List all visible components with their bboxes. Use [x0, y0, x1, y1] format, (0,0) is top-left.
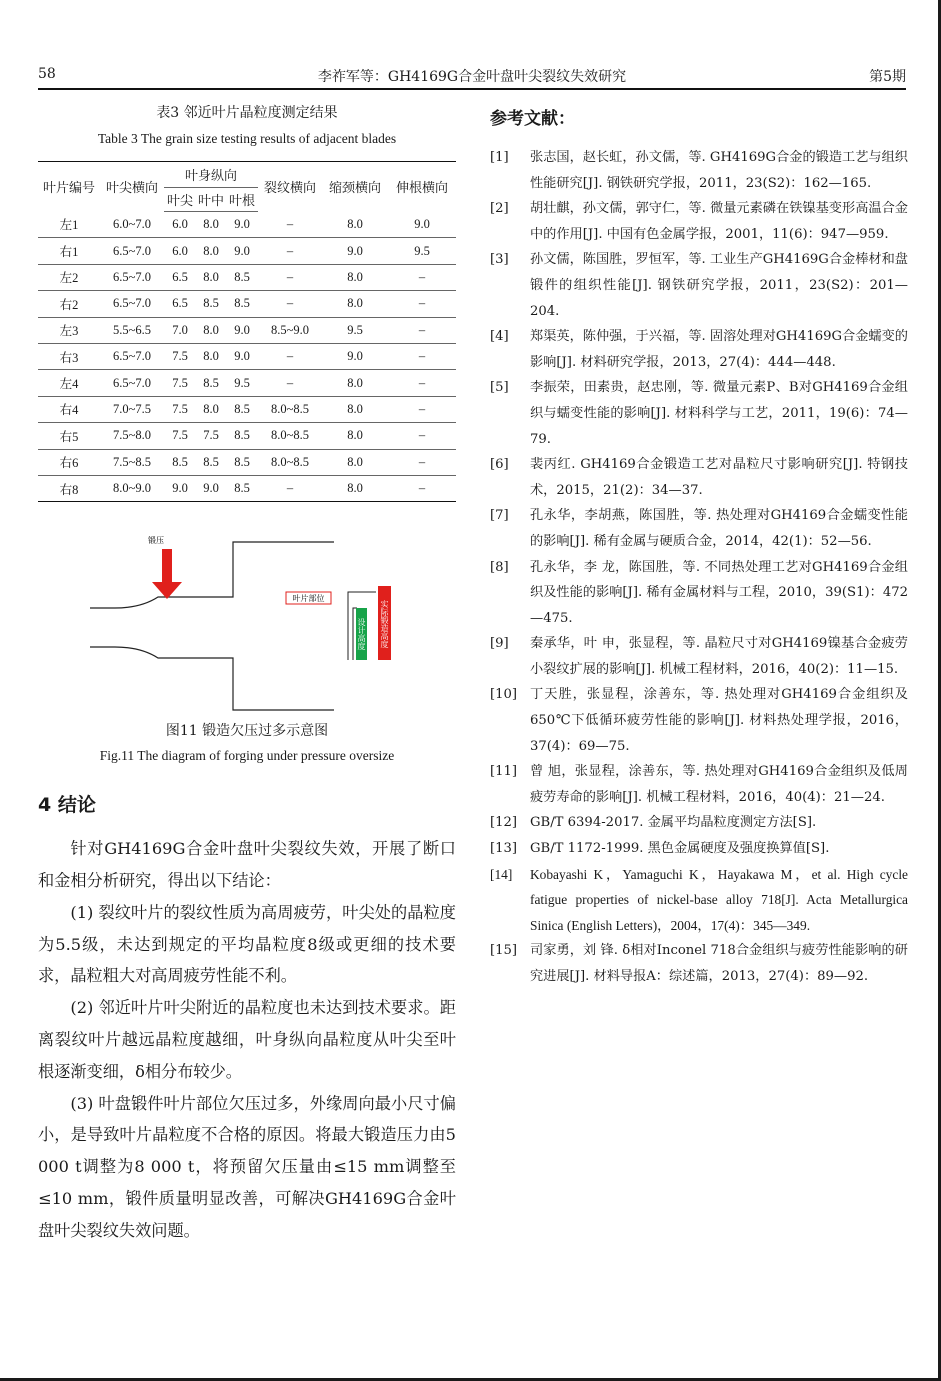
- table-cell: –: [258, 343, 322, 369]
- figure-11: [38, 520, 456, 720]
- table-cell: 8.0~8.5: [258, 423, 322, 449]
- table-cell: 7.5: [196, 423, 226, 449]
- reference-item: [490, 862, 908, 939]
- reference-text: 张志国，赵长虹，孙文儒，等. GH4169G合金的锻造工艺与组织性能研究[J]. 钢铁研究学报，2011，23(S2)：162—165.: [530, 150, 908, 191]
- table-cell: –: [388, 396, 456, 422]
- reference-text: 孙文儒，陈国胜，罗恒军，等. 工业生产GH4169G合金棒材和盘锻件的组织性能[J]. 钢铁研究学报，2011，23(S2)：201—204.: [530, 252, 908, 319]
- section-heading: 4 结论: [38, 794, 96, 817]
- table-cell: 8.5: [226, 291, 258, 317]
- design-height-label: 设计高度: [357, 618, 366, 651]
- table-cell: 8.0: [322, 291, 388, 317]
- table-cell: 右2: [38, 291, 100, 317]
- reference-item: [490, 759, 908, 810]
- table-cell: 7.5~8.5: [100, 449, 164, 475]
- reference-item: [490, 145, 908, 196]
- reference-number: [2]: [490, 201, 509, 217]
- col-header-blade-no: 叶片编号: [38, 162, 100, 212]
- table-cell: 6.0: [164, 212, 196, 238]
- col-header-tip-transverse: 叶尖横向: [100, 162, 164, 212]
- table-cell: 8.0: [196, 396, 226, 422]
- pressing-arrow-shaft: [162, 549, 172, 584]
- header-rule: [38, 88, 906, 90]
- table-cell: 9.5: [322, 317, 388, 343]
- table-cell: 左3: [38, 317, 100, 343]
- running-header: [38, 62, 906, 88]
- die-outline-lower: [90, 647, 334, 710]
- reference-text: 秦承华，叶 申，张显程，等. 晶粒尺寸对GH4169镍基合金疲劳小裂纹扩展的影响[J]. 机械工程材料，2016，40(2)：11—15.: [530, 636, 908, 677]
- table-cell: 8.5: [196, 449, 226, 475]
- table-row: [38, 317, 456, 343]
- table-cell: 6.5: [164, 264, 196, 290]
- reference-number: [11]: [490, 764, 518, 780]
- table-cell: 右6: [38, 449, 100, 475]
- reference-item: [490, 810, 908, 836]
- table-cell: 8.5: [196, 291, 226, 317]
- actual-height-label: 实际锻造高度: [380, 600, 389, 649]
- table-cell: –: [258, 291, 322, 317]
- blade-region-label: 叶片部位: [292, 594, 325, 604]
- figure-caption-cn: 图11 锻造欠压过多示意图: [165, 723, 329, 740]
- table-cell: –: [258, 370, 322, 396]
- right-column: [490, 92, 908, 990]
- table-cell: 8.5: [226, 396, 258, 422]
- reference-number: [5]: [490, 380, 509, 396]
- references-heading: 参考文献：: [490, 109, 575, 129]
- table-cell: 9.5: [388, 238, 456, 264]
- reference-text: 曾 旭，张显程，涂善东，等. 热处理对GH4169合金组织及低周疲劳寿命的影响[J]. 机械工程材料，2016，40(4)：21—24.: [530, 764, 908, 805]
- table-cell: –: [388, 449, 456, 475]
- table-cell: 9.5: [226, 370, 258, 396]
- reference-list: [490, 145, 908, 990]
- reference-text: Kobayashi K，Yamaguchi K，Hayakawa M，et al. High cycle fatigue properties of nickel-base alloy 718[J]. Acta Metallurgica Sinica (English Letters)，2004，17(4)：345—349.: [530, 866, 908, 933]
- left-column: [38, 92, 456, 1247]
- reference-number: [9]: [490, 636, 509, 652]
- reference-number: [10]: [490, 687, 518, 703]
- grain-size-table: [38, 161, 456, 502]
- reference-number: [1]: [490, 150, 509, 165]
- table-cell: –: [388, 291, 456, 317]
- table-cell: 6.5~7.0: [100, 264, 164, 290]
- table-cell: 6.0: [164, 238, 196, 264]
- col-header-root: 叶根: [226, 188, 258, 212]
- forging-diagram: [38, 520, 456, 720]
- col-header-neck-transverse: 缩颈横向: [322, 162, 388, 212]
- col-header-body-longitudinal: 叶身纵向: [164, 162, 258, 188]
- table-cell: 8.0: [322, 396, 388, 422]
- table-cell: 7.5: [164, 423, 196, 449]
- table-cell: 8.0: [322, 264, 388, 290]
- reference-number: [6]: [490, 457, 509, 473]
- table-cell: –: [388, 317, 456, 343]
- table-cell: 8.0: [322, 475, 388, 501]
- table-cell: 6.5~7.0: [100, 238, 164, 264]
- table-cell: 9.0: [322, 343, 388, 369]
- table-cell: 左4: [38, 370, 100, 396]
- reference-text: 丁天胜，张显程，涂善东，等. 热处理对GH4169合金组织及650℃下低循环疲劳性能的影响[J]. 材料热处理学报，2016，37(4)：69—75.: [530, 687, 908, 754]
- table-cell: 9.0: [322, 238, 388, 264]
- reference-number: [12]: [490, 815, 518, 831]
- table-cell: 6.5~7.0: [100, 343, 164, 369]
- reference-item: [490, 324, 908, 375]
- reference-number: [15]: [490, 943, 518, 959]
- table-row: [38, 291, 456, 317]
- table-cell: 7.5: [164, 370, 196, 396]
- reference-number: [7]: [490, 508, 509, 524]
- col-header-root-transverse: 伸根横向: [388, 162, 456, 212]
- table-cell: 5.5~6.5: [100, 317, 164, 343]
- page-number: 58: [38, 66, 56, 82]
- table-cell: 8.5: [226, 449, 258, 475]
- conclusion-paragraph: (2) 邻近叶片叶尖附近的晶粒度也未达到技术要求。距离裂纹叶片越远晶粒度越细，叶身纵向晶粒度从叶尖至叶根逐渐变细，δ相分布较少。: [38, 998, 456, 1081]
- table-row: [38, 449, 456, 475]
- conclusion-paragraph: 针对GH4169G合金叶盘叶尖裂纹失效，开展了断口和金相分析研究，得出以下结论：: [38, 839, 456, 891]
- table-cell: 9.0: [226, 343, 258, 369]
- table-cell: –: [388, 423, 456, 449]
- table-row: [38, 264, 456, 290]
- reference-text: 郑渠英，陈仲强，于兴福，等. 固溶处理对GH4169G合金蠕变的影响[J]. 材料研究学报，2013，27(4)：444—448.: [530, 329, 908, 370]
- table-cell: 7.5: [164, 396, 196, 422]
- table-cell: 9.0: [226, 238, 258, 264]
- reference-text: 孔永华，李 龙，陈国胜，等. 不同热处理工艺对GH4169合金组织及性能的影响[J]. 稀有金属材料与工程，2010，39(S1)：472—475.: [530, 559, 908, 626]
- table-row: [38, 396, 456, 422]
- table-cell: 8.5: [226, 475, 258, 501]
- reference-item: [490, 836, 908, 862]
- table-cell: –: [388, 343, 456, 369]
- table-row: [38, 212, 456, 238]
- table-cell: –: [258, 475, 322, 501]
- table-cell: 8.5~9.0: [258, 317, 322, 343]
- reference-item: [490, 938, 908, 989]
- table-cell: 8.0: [322, 423, 388, 449]
- reference-text: 裴丙红. GH4169合金锻造工艺对晶粒尺寸影响研究[J]. 特钢技术，2015，21(2)：34—37.: [530, 457, 908, 498]
- conclusion-paragraph: (1) 裂纹叶片的裂纹性质为高周疲劳，叶尖处的晶粒度为5.5级，未达到规定的平均晶粒度8级或更细的技术要求，晶粒粗大对高周疲劳性能不利。: [38, 902, 456, 986]
- table-row: [38, 370, 456, 396]
- reference-number: [14]: [490, 866, 513, 882]
- reference-number: [4]: [490, 329, 509, 345]
- table-cell: 右8: [38, 475, 100, 501]
- table-row: [38, 343, 456, 369]
- table-cell: 9.0: [388, 212, 456, 238]
- table-cell: –: [388, 370, 456, 396]
- reference-text: 李振荣，田素贵，赵忠刚，等. 微量元素P、B对GH4169合金组织与蠕变性能的影响[J]. 材料科学与工艺，2011，19(6)：74—79.: [530, 380, 908, 447]
- table-row: [38, 423, 456, 449]
- reference-item: [490, 631, 908, 682]
- table-row: [38, 475, 456, 501]
- issue-number: 第5期: [869, 69, 906, 85]
- table-cell: 9.0: [226, 212, 258, 238]
- table-cell: 8.5: [226, 264, 258, 290]
- table-cell: –: [258, 212, 322, 238]
- running-title: 李祚军等：GH4169G合金叶盘叶尖裂纹失效研究: [317, 69, 627, 85]
- reference-text: GB/T 6394-2017. 金属平均晶粒度测定方法[S].: [530, 815, 817, 831]
- table-cell: 8.0: [322, 370, 388, 396]
- reference-text: 孔永华，李胡燕，陈国胜，等. 热处理对GH4169合金蠕变性能的影响[J]. 稀有金属与硬质合金，2014，42(1)：52—56.: [530, 508, 908, 549]
- table-cell: 8.0: [322, 449, 388, 475]
- table-cell: 8.0~9.0: [100, 475, 164, 501]
- table-cell: 8.0: [196, 238, 226, 264]
- reference-item: [490, 196, 908, 247]
- reference-item: [490, 682, 908, 759]
- figure-caption-en: Fig.11 The diagram of forging under pressure oversize: [99, 748, 395, 764]
- table-cell: 右5: [38, 423, 100, 449]
- table-cell: 右4: [38, 396, 100, 422]
- table-cell: 9.0: [164, 475, 196, 501]
- table-cell: 9.0: [196, 475, 226, 501]
- table-caption-cn: 表3 邻近叶片晶粒度测定结果: [156, 105, 338, 121]
- table-cell: 8.5: [226, 423, 258, 449]
- table-cell: 左2: [38, 264, 100, 290]
- table-cell: 7.0: [164, 317, 196, 343]
- table-cell: –: [258, 238, 322, 264]
- table-cell: 7.5: [164, 343, 196, 369]
- table-cell: 8.0~8.5: [258, 449, 322, 475]
- table-cell: –: [388, 475, 456, 501]
- reference-number: [8]: [490, 559, 509, 575]
- table-cell: 8.0: [196, 317, 226, 343]
- pressing-label: 锻压: [148, 536, 164, 546]
- table-cell: 右1: [38, 238, 100, 264]
- col-header-crack-transverse: 裂纹横向: [258, 162, 322, 212]
- table-cell: 9.0: [226, 317, 258, 343]
- table-cell: 右3: [38, 343, 100, 369]
- reference-item: [490, 247, 908, 324]
- table-cell: 8.0: [196, 212, 226, 238]
- col-header-middle: 叶中: [196, 188, 226, 212]
- table-cell: 6.5~7.0: [100, 370, 164, 396]
- table-cell: 6.5: [164, 291, 196, 317]
- table-cell: 8.0: [322, 212, 388, 238]
- reference-item: [490, 503, 908, 554]
- table-cell: 左1: [38, 212, 100, 238]
- table-cell: 7.5~8.0: [100, 423, 164, 449]
- reference-number: [13]: [490, 841, 518, 857]
- table-row: [38, 238, 456, 264]
- table-cell: 8.0~8.5: [258, 396, 322, 422]
- table-cell: 6.5~7.0: [100, 291, 164, 317]
- table-cell: –: [388, 264, 456, 290]
- col-header-tip: 叶尖: [164, 188, 196, 212]
- reference-text: GB/T 1172-1999. 黑色金属硬度及强度换算值[S].: [530, 841, 830, 857]
- reference-number: [3]: [490, 252, 509, 268]
- reference-text: 胡壮麒，孙文儒，郭守仁，等. 微量元素磷在铁镍基变形高温合金中的作用[J]. 中国有色金属学报，2001，11(6)：947—959.: [530, 201, 908, 242]
- table-cell: 6.0~7.0: [100, 212, 164, 238]
- table-cell: –: [258, 264, 322, 290]
- conclusion-paragraph: (3) 叶盘锻件叶片部位欠压过多，外缘周向最小尺寸偏小，是导致叶片晶粒度不合格的原因。将最大锻造压力由5 000 t调整为8 000 t，将预留欠压量由≤15 mm调整至≤10 mm，锻件质量明显改善，可解决GH4169G合金叶盘叶尖裂纹失效问题。: [38, 1093, 456, 1240]
- table-cell: 8.5: [196, 370, 226, 396]
- reference-text: 司家勇，刘 锋. δ相对Inconel 718合金组织与疲劳性能影响的研究进展[J]. 材料导报A：综述篇，2013，27(4)：89—92.: [530, 943, 908, 984]
- table-caption-en: Table 3 The grain size testing results of adjacent blades: [97, 131, 397, 146]
- reference-item: [490, 375, 908, 452]
- reference-item: [490, 555, 908, 632]
- reference-item: [490, 452, 908, 503]
- table-cell: 8.0: [196, 343, 226, 369]
- table-cell: 8.0: [196, 264, 226, 290]
- table-cell: 8.5: [164, 449, 196, 475]
- table-cell: 7.0~7.5: [100, 396, 164, 422]
